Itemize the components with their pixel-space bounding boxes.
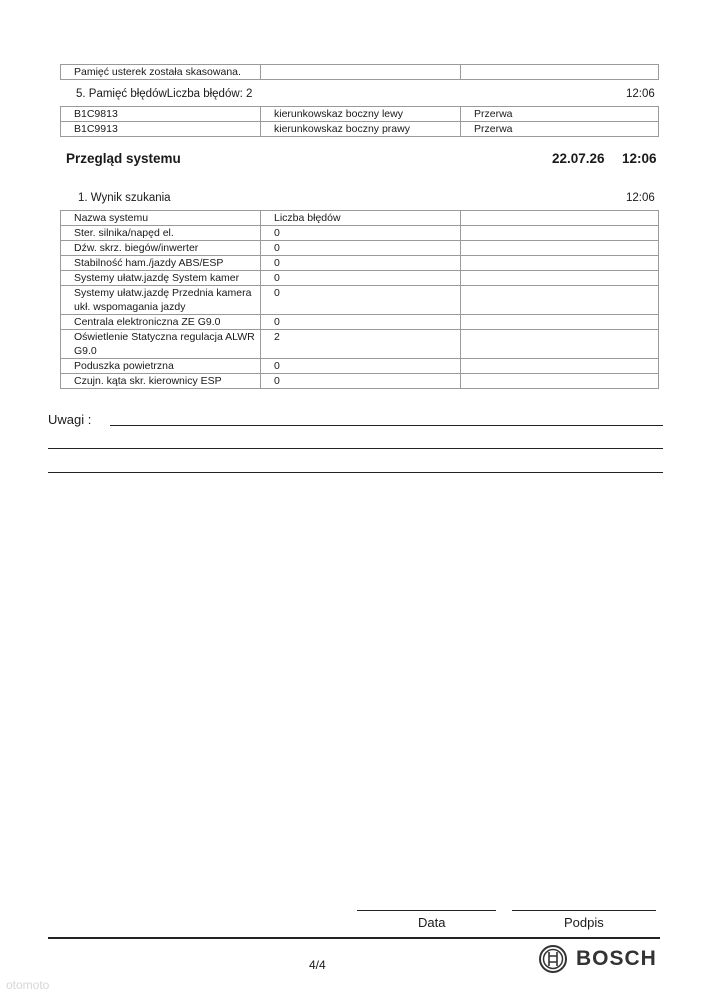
system-name: Systemy ułatw.jazdę System kamer — [61, 271, 261, 286]
table-row — [61, 271, 659, 286]
signature-label: Podpis — [564, 915, 604, 930]
table-row — [61, 315, 659, 330]
fault-count: 0 — [261, 374, 461, 389]
column-header-fault-count: Liczba błędów — [261, 211, 461, 226]
table-cell — [461, 241, 659, 256]
table-row — [61, 256, 659, 271]
system-name: Centrala elektroniczna ZE G9.0 — [61, 315, 261, 330]
remarks-line — [48, 472, 663, 473]
fault-codes-table — [60, 106, 659, 137]
table-row — [61, 107, 659, 122]
fault-count: 0 — [261, 226, 461, 241]
fault-count: 0 — [261, 271, 461, 286]
signature-line — [512, 910, 656, 911]
watermark: otomoto — [6, 978, 50, 992]
table-row — [61, 359, 659, 374]
fault-count: 0 — [261, 286, 461, 315]
table-cell — [261, 65, 461, 80]
table-row — [61, 374, 659, 389]
date-label: Data — [418, 915, 446, 930]
system-name: Ster. silnika/napęd el. — [61, 226, 261, 241]
system-name: Stabilność ham./jazdy ABS/ESP — [61, 256, 261, 271]
system-overview-title: Przegląd systemu — [66, 151, 181, 166]
table-row — [61, 122, 659, 137]
fault-count: 0 — [261, 241, 461, 256]
fault-memory-time: 12:06 — [626, 88, 655, 100]
fault-code: B1C9813 — [61, 107, 261, 122]
fault-count: 0 — [261, 256, 461, 271]
table-cell — [461, 330, 659, 359]
table-cell — [461, 226, 659, 241]
search-result-heading: 1. Wynik szukania — [78, 192, 171, 204]
fault-count: 0 — [261, 315, 461, 330]
system-overview-time: 12:06 — [622, 151, 657, 166]
system-results-table — [60, 210, 659, 389]
system-overview-date: 22.07.26 — [552, 151, 605, 166]
system-name: Dźw. skrz. biegów/inwerter — [61, 241, 261, 256]
fault-description: kierunkowskaz boczny prawy — [261, 122, 461, 137]
table-cell — [461, 359, 659, 374]
page-number: 4/4 — [309, 958, 326, 972]
table-row — [61, 65, 659, 80]
table-cell — [461, 65, 659, 80]
search-result-time: 12:06 — [626, 192, 655, 204]
fault-status: Przerwa — [461, 122, 659, 137]
system-name: Oświetlenie Statyczna regulacja ALWR G9.0 — [61, 330, 261, 359]
bosch-brand: BOSCH — [576, 947, 657, 970]
table-row — [61, 226, 659, 241]
fault-status: Przerwa — [461, 107, 659, 122]
remarks-line — [48, 448, 663, 449]
remarks-line — [110, 425, 663, 426]
column-header-system: Nazwa systemu — [61, 211, 261, 226]
table-cell — [461, 271, 659, 286]
fault-count: 2 — [261, 330, 461, 359]
fault-description: kierunkowskaz boczny lewy — [261, 107, 461, 122]
table-row — [61, 330, 659, 359]
system-name: Poduszka powietrzna — [61, 359, 261, 374]
erased-memory-table — [60, 64, 659, 80]
bosch-logo-icon — [538, 944, 568, 974]
table-cell — [461, 315, 659, 330]
system-name: Czujn. kąta skr. kierownicy ESP — [61, 374, 261, 389]
column-header-empty — [461, 211, 659, 226]
remarks-label: Uwagi : — [48, 412, 92, 427]
system-name: Systemy ułatw.jazdę Przednia kamera ukł. wspomagania jazdy — [61, 286, 261, 315]
fault-code: B1C9913 — [61, 122, 261, 137]
table-row — [61, 286, 659, 315]
table-cell — [461, 256, 659, 271]
fault-memory-heading: 5. Pamięć błędówLiczba błędów: 2 — [76, 88, 253, 100]
table-cell — [461, 286, 659, 315]
table-cell: Pamięć usterek została skasowana. — [61, 65, 261, 80]
date-line — [357, 910, 496, 911]
table-row — [61, 241, 659, 256]
footer-rule — [48, 937, 660, 939]
fault-count: 0 — [261, 359, 461, 374]
table-cell — [461, 374, 659, 389]
table-header-row — [61, 211, 659, 226]
